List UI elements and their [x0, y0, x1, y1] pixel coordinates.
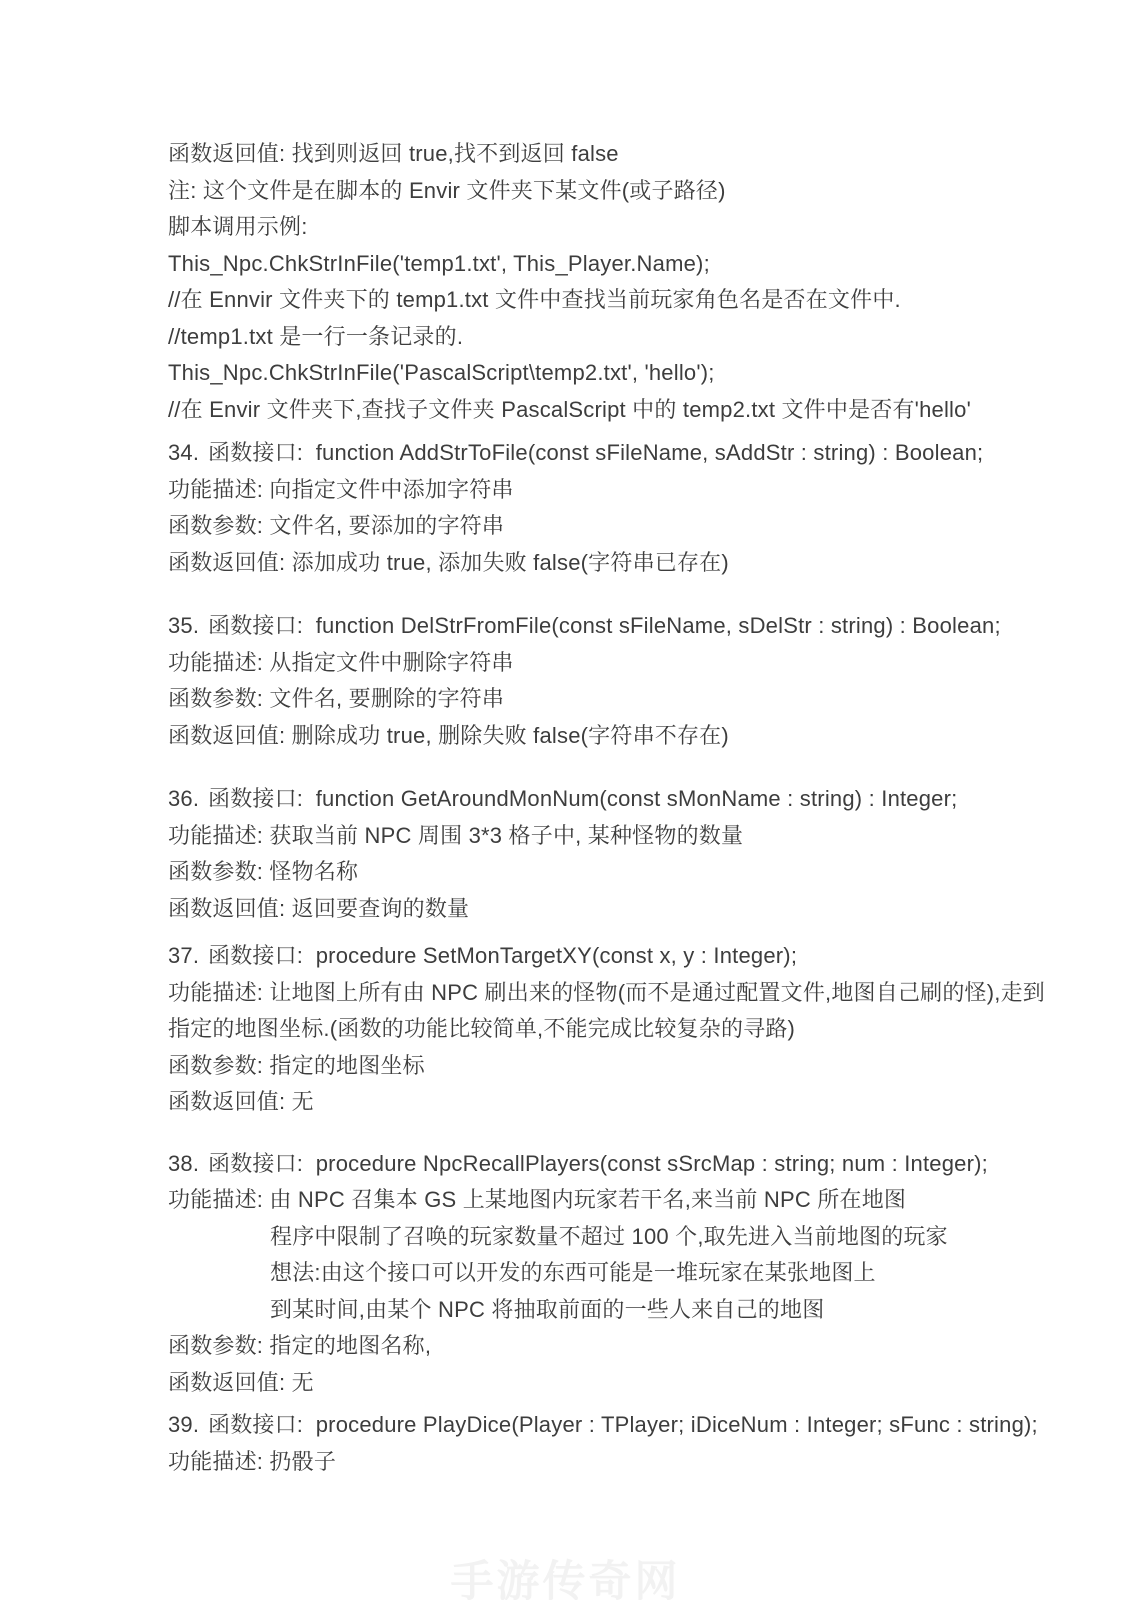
- description-line: 功能描述: 让地图上所有由 NPC 刷出来的怪物(而不是通过配置文件,地图自己刷的怪),走到: [168, 979, 1045, 1005]
- section-number: 38.: [168, 1150, 200, 1176]
- return-value-line: 函数返回值: 无: [168, 1089, 314, 1114]
- description-line: 功能描述: 由 NPC 召集本 GS 上某地图内玩家若干名,来当前 NPC 所在地图: [168, 1187, 907, 1212]
- section-signature: 函数接口: function DelStrFromFile(const sFileName, sDelStr : string) : Boolean;: [208, 613, 1001, 638]
- section-signature: 函数接口: procedure SetMonTargetXY(const x, y : Integer);: [208, 943, 798, 968]
- description-continuation-line: 想法:由这个接口可以开发的东西可能是一堆玩家在某张地图上: [270, 1260, 876, 1285]
- section-36: [168, 781, 1091, 927]
- code-line: This_Npc.ChkStrInFile('PascalScript\temp2.txt', 'hello');: [168, 360, 715, 385]
- note-line: 注: 这个文件是在脚本的 Envir 文件夹下某文件(或子路径): [168, 177, 726, 203]
- section-heading: [168, 781, 1091, 818]
- section-heading: [168, 1146, 1091, 1183]
- description-line: 功能描述: 获取当前 NPC 周围 3*3 格子中, 某种怪物的数量: [168, 822, 744, 848]
- return-value-line: 函数返回值: 无: [168, 1369, 314, 1395]
- section-signature: 函数接口: function AddStrToFile(const sFileName, sAddStr : string) : Boolean;: [208, 440, 984, 465]
- return-value-line: 函数返回值: 删除成功 true, 删除失败 false(字符串不存在): [168, 722, 729, 748]
- comment-line: //在 Envir 文件夹下,查找子文件夹 PascalScript 中的 temp2.txt 文件中是否有'hello': [168, 396, 971, 422]
- description-continuation-line: 程序中限制了召唤的玩家数量不超过 100 个,取先进入当前地图的玩家: [270, 1223, 948, 1249]
- section-number: 39.: [168, 1412, 200, 1437]
- example-label-line: 脚本调用示例:: [168, 214, 308, 239]
- section-signature: 函数接口: procedure NpcRecallPlayers(const sSrcMap : string; num : Integer);: [208, 1150, 988, 1176]
- section-heading: [168, 1407, 1091, 1444]
- description-continuation-line: 指定的地图坐标.(函数的功能比较简单,不能完成比较复杂的寻路): [168, 1016, 796, 1041]
- section-39: [168, 1407, 1091, 1480]
- section-signature: 函数接口: function GetAroundMonNum(const sMonName : string) : Integer;: [208, 786, 958, 811]
- section-number: 34.: [168, 440, 200, 465]
- description-continuation-line: 到某时间,由某个 NPC 将抽取前面的一些人来自己的地图: [270, 1296, 825, 1322]
- section-number: 36.: [168, 786, 200, 811]
- comment-line: //在 Ennvir 文件夹下的 temp1.txt 文件中查找当前玩家角色名是否在文件中.: [168, 287, 901, 312]
- section-35: [168, 608, 1091, 754]
- params-line: 函数参数: 指定的地图名称,: [168, 1333, 432, 1358]
- params-line: 函数参数: 怪物名称: [168, 859, 359, 884]
- comment-line: //temp1.txt 是一行一条记录的.: [168, 323, 464, 349]
- section-heading: [168, 938, 1091, 975]
- section-38: [168, 1146, 1091, 1402]
- code-line: This_Npc.ChkStrInFile('temp1.txt', This_Player.Name);: [168, 250, 710, 276]
- params-line: 函数参数: 文件名, 要删除的字符串: [168, 686, 505, 711]
- return-value-line: 函数返回值: 找到则返回 true,找不到返回 false: [168, 141, 619, 166]
- description-line: 功能描述: 扔骰子: [168, 1448, 337, 1474]
- intro-block: [168, 136, 1091, 428]
- params-line: 函数参数: 指定的地图坐标: [168, 1052, 425, 1078]
- params-line: 函数参数: 文件名, 要添加的字符串: [168, 513, 505, 538]
- description-line: 功能描述: 从指定文件中删除字符串: [168, 649, 514, 675]
- section-37: [168, 938, 1091, 1121]
- watermark: 手游传奇网: [450, 1558, 681, 1600]
- return-value-line: 函数返回值: 返回要查询的数量: [168, 895, 470, 921]
- section-34: [168, 435, 1091, 581]
- section-number: 37.: [168, 943, 200, 968]
- section-heading: [168, 435, 1091, 472]
- section-number: 35.: [168, 613, 200, 638]
- description-line: 功能描述: 向指定文件中添加字符串: [168, 476, 514, 502]
- return-value-line: 函数返回值: 添加成功 true, 添加失败 false(字符串已存在): [168, 549, 729, 575]
- section-signature: 函数接口: procedure PlayDice(Player : TPlayer; iDiceNum : Integer; sFunc : string);: [208, 1412, 1038, 1437]
- section-heading: [168, 608, 1091, 645]
